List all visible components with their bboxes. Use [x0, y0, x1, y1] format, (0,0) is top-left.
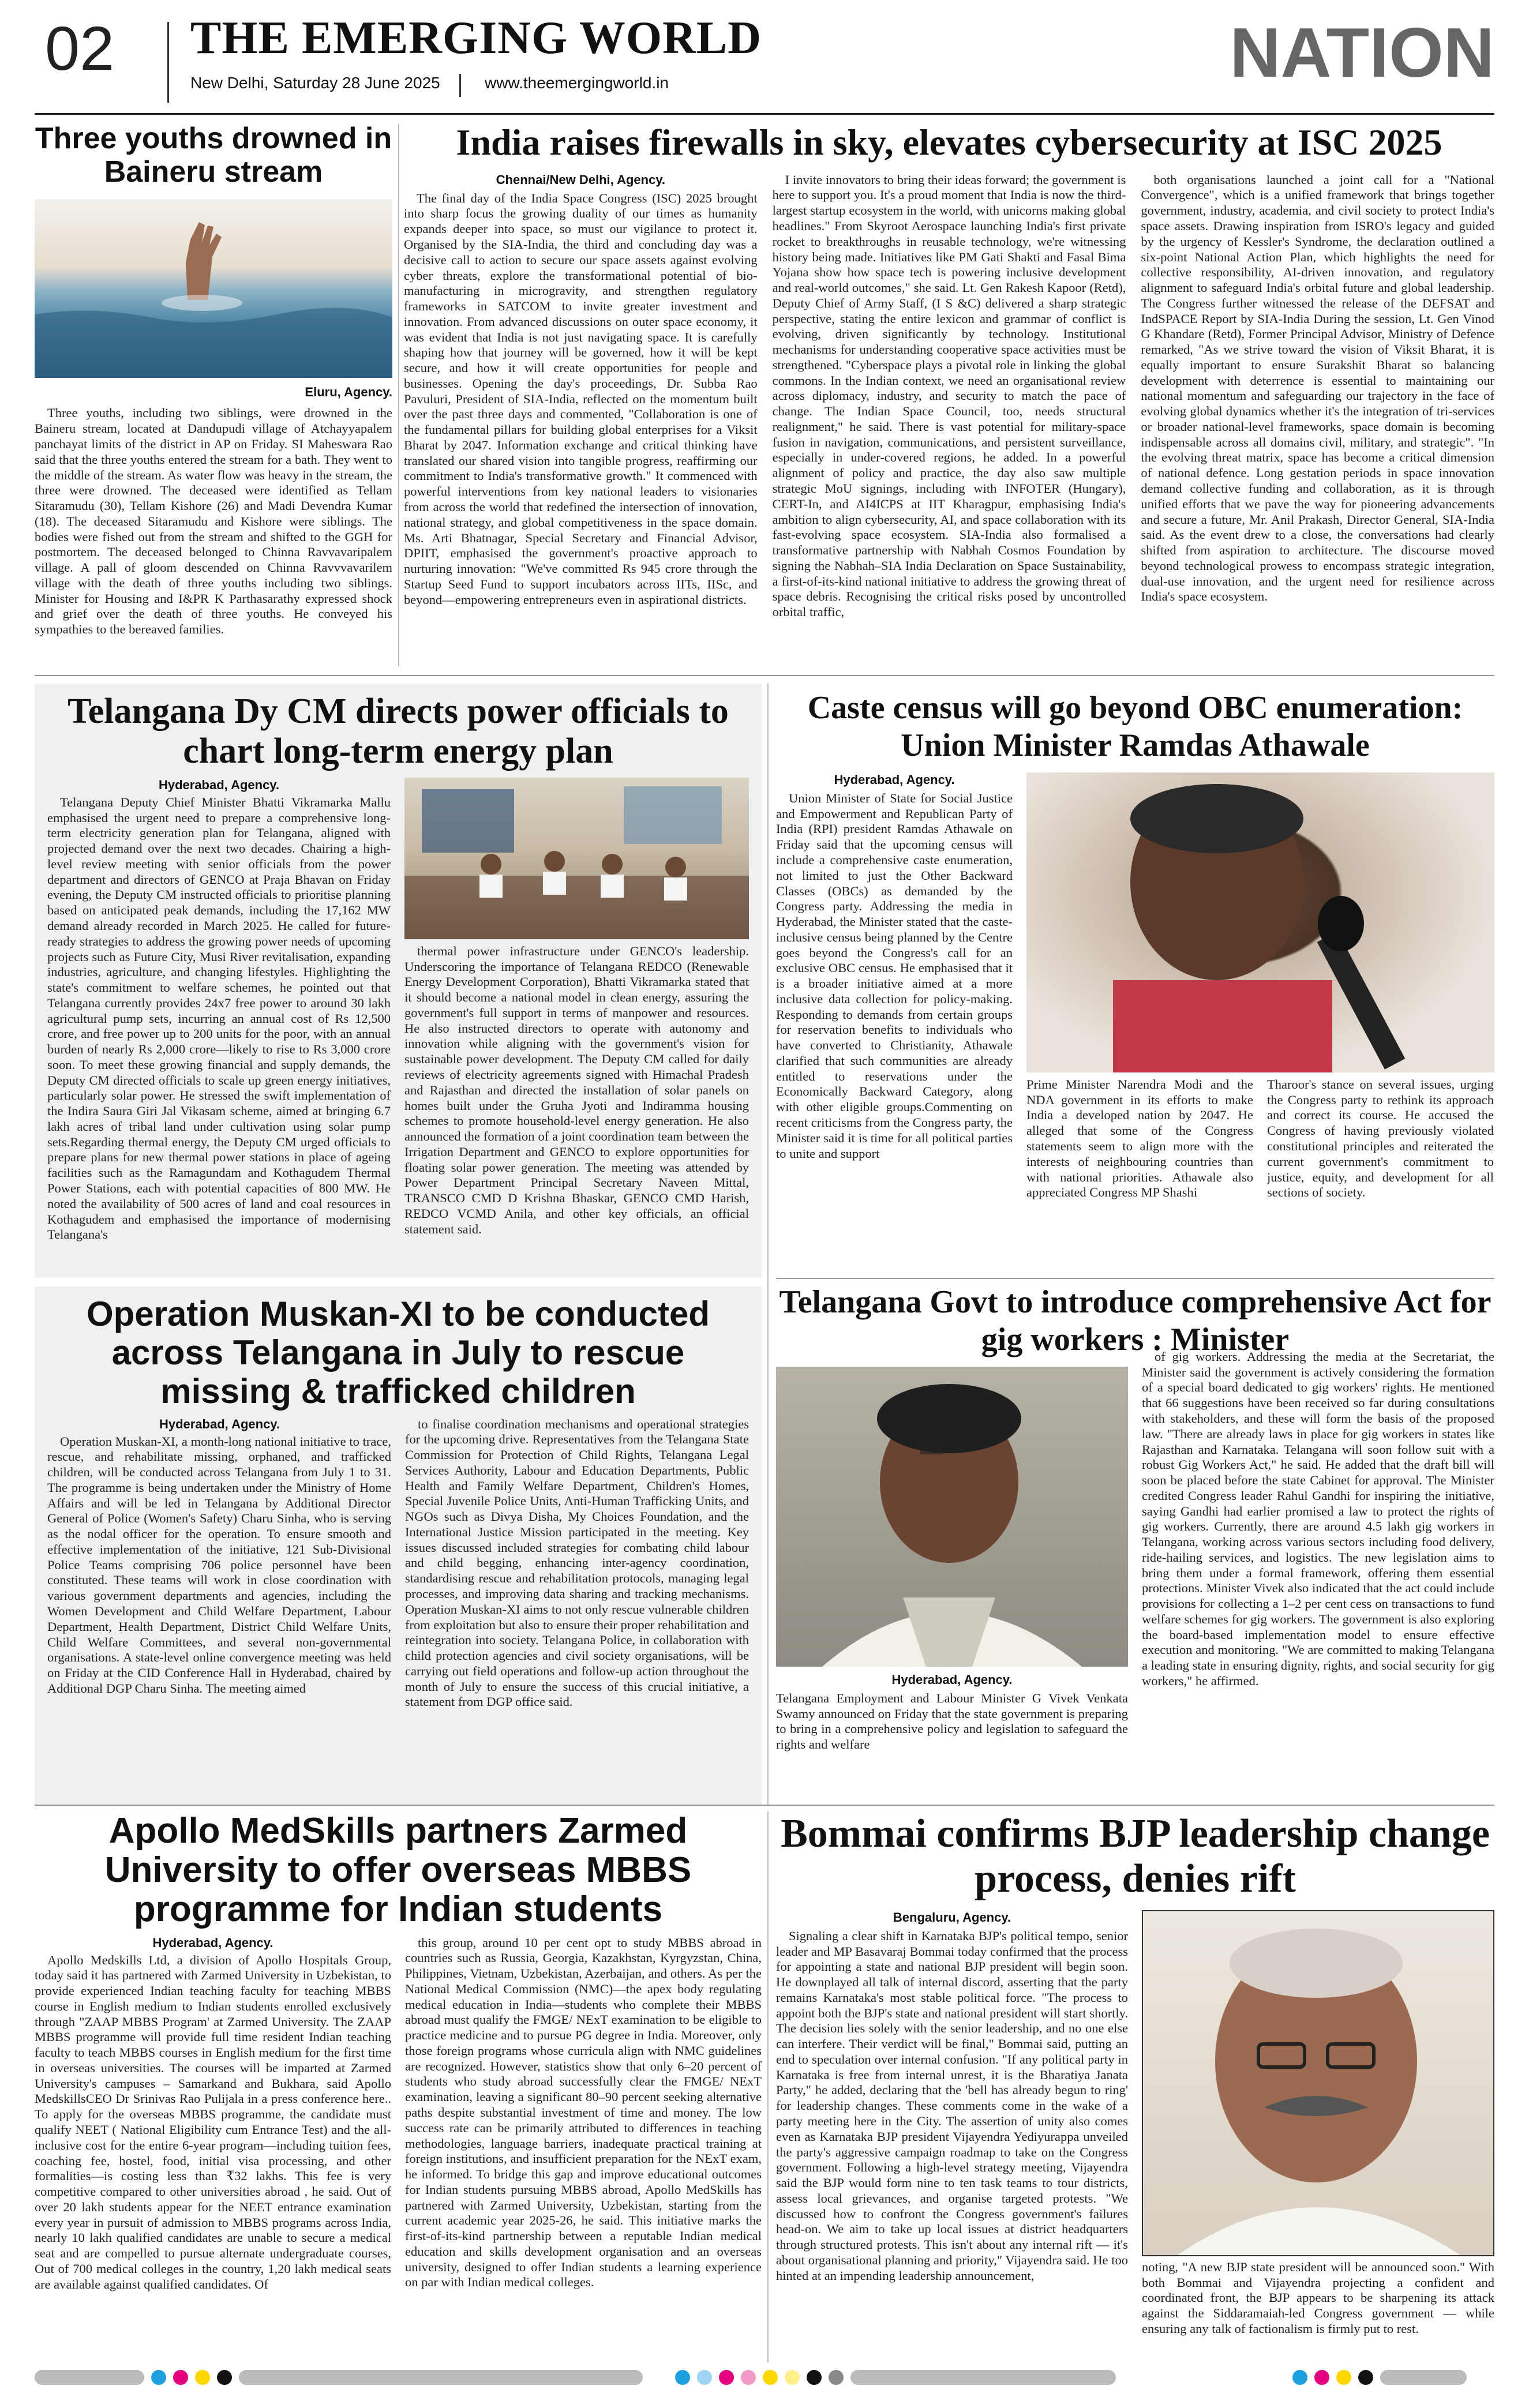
- article-body-col2: [1142, 2260, 1494, 2369]
- article-body: [35, 406, 392, 677]
- article-body-col2: [1142, 1349, 1494, 1771]
- yellow-dot: [195, 2370, 210, 2385]
- masthead-divider: [167, 22, 169, 103]
- article-body-col1: [47, 795, 391, 1274]
- vivek-photo: [776, 1367, 1128, 1667]
- dateline: Chennai/New Delhi, Agency.: [496, 172, 666, 187]
- dateline: Hyderabad, Agency.: [159, 1416, 280, 1431]
- article-apollo: [35, 1811, 762, 2365]
- newspaper-title: THE EMERGING WORLD: [190, 13, 762, 63]
- body-text: to finalise coordination mechanisms and operational strategies for the upcoming drive. Representatives from the Telangana State Commission for Protection of Child Rights, Telangana Legal Services Authority, Labour and Education Departments, Public Health and Family Welfare Department, Children's Homes, Special Juvenile Police Units, Anti-Human Trafficking Units, and NGOs such as Divya Disha, My Choices Foundation, and the International Justice Mission participated in the meeting. Key issues discussed included strategies for combating child labour and child begging, enhancing inter-agency coordination, standardising rescue and rehabilitation protocols, managing legal processes, and improving data sharing and tracking mechanisms. Operation Muskan-XI aims to not only rescue vulnerable children from exploitation but also to ensure their proper rehabilitation and reintegration into society. Telangana Police, in collaboration with child protection agencies and civil society organisations, will be carrying out field operations and follow-up action throughout the month of July to ensure the success of this crucial initiative, a statement from DGP office said.: [405, 1416, 749, 1709]
- headline[interactable]: Bommai confirms BJP leadership change process, denies rift: [781, 1811, 1490, 1901]
- article-body-col1: [404, 191, 758, 664]
- athawale-photo: [1026, 772, 1494, 1072]
- body-text: Union Minister of State for Social Justice and Empowerment and Republican Party of India (RPI) president Ramdas Athawale on Friday said that the upcoming census will include a comprehensive caste enumeration, not limited to just the Other Backward Classes (OBCs) as demanded by the Congress party. Addressing the media in Hyderabad, the Minister stated that the caste-inclusive census being planned by the Centre goes beyond the Congress's call for an exclusive OBC census. He emphasised that it is a broader initiative aimed at a more inclusive data collection for policy-making. Responding to demands from certain groups for reservation benefits to individuals who have converted to Christianity, Athawale clarified that such communities are already entitled to reservations under the Economically Backward Category, along with other eligible groups.Commenting on recent criticisms from the Congress party, the Minister said it is time for all political parties to unite and support: [776, 790, 1013, 1161]
- body-text: noting, "A new BJP state president will be announced soon." With both Bommai and Vijayendra projecting a confident and coordinated front, the BJP appears to be sharpening its attack against the Siddaramaiah-led Congress government — while ensuring any talk of factionalism is firmly put to rest.: [1142, 2259, 1494, 2336]
- masthead-rule: [35, 113, 1494, 115]
- article-body-col2: [404, 944, 749, 1281]
- website-link[interactable]: www.theemergingworld.in: [485, 74, 669, 92]
- body-text: I invite innovators to bring their ideas forward; the government is here to support you. It's a proud moment that India is now the third-largest startup ecosystem in the world, with unicorns making global headlines." From Skyroot Aerospace launching India's first private rocket to breakthroughs in reusable technology, we're witnessing history being made. Initiatives like PM Gati Shakti and Fasal Bima Yojana show how space tech is powering inclusive development and real-world outcomes," she said. Lt. Gen Rakesh Kapoor (Retd), Deputy Chief of Army Staff, (I S &C) delivered a sharp strategic perspective, stating the entire lexicon and grammar of conflict is evolving, driven significantly by technology. Institutional mechanisms for understanding cooperative space activities must be strengthened. "Cyberspace plays a pivotal role in linking the global commons. In the Indian context, we need an organisational review across diplomacy, industry, and security to match the pace of change. The Indian Space Council, too, needs structural realignment," he said. There is vast potential for military-space fusion in navigation, communications, and persistent surveillance, especially in under-covered regions, he added. In a powerful alignment of policy and practice, the day also saw multiple strategic MoU signings, including with INFOTER (Hungary), CERT-In, and AI4ICPS at IIT Kharagpur, emphasising India's ambition to align cybersecurity, AI, and space collaboration with its fast-evolving space ecosystem. SIA-India also formalised a transformative partnership with Nabhah Cosmos Foundation by signing the Nabhah–SIA India Declaration on Space Sustainability, a first-of-its-kind national initiative to address the growing threat of space debris. Recognising the critical risks posed by uncontrolled orbital traffic,: [772, 172, 1126, 620]
- magenta-dot: [173, 2370, 188, 2385]
- article-caste-census: [776, 689, 1494, 1269]
- headline[interactable]: Apollo MedSkills partners Zarmed University to offer overseas MBBS programme for Indian students: [104, 1811, 692, 1930]
- headline[interactable]: Telangana Dy CM directs power officials to chart long-term energy plan: [68, 692, 729, 771]
- article-isc: [404, 118, 1494, 666]
- section-rule: [776, 1278, 1494, 1279]
- dateline: Hyderabad, Agency.: [152, 1935, 273, 1950]
- body-text: Telangana Deputy Chief Minister Bhatti Vikramarka Mallu emphasised the urgent need to prepare a comprehensive long-term electricity generation plan for Telangana, aligned with projected demand over the next two decades. Chairing a high-level review meeting with senior officials from the power department and directors of GENCO at Praja Bhavan on Friday evening, the Deputy CM instructed officials to prioritise planning based on anticipated peak demands, including the 17,162 MW demand already recorded in March 2025. He called for future-ready strategies to address the growing power needs of upcoming projects such as Future City, Musi River revitalisation, expanding industries, agriculture, and changing lifestyles. Highlighting the state's commitment to welfare schemes, he pointed out that Telangana currently provides 24x7 free power to around 30 lakh agricultural pump sets, incurring an annual cost of Rs 12,500 crore, and free power up to 200 units for the poor, with an annual burden of nearly Rs 2,000 crore—likely to rise to Rs 3,000 crore soon. To meet these growing financial and supply demands, the Deputy CM directed officials to scale up green energy initiatives, particularly solar power. He stressed the swift implementation of the Indira Saura Giri Jal Vikasam scheme, aimed at bringing 6.7 lakh acres of tribal land under cultivation using solar pump sets.Regarding thermal energy, the Deputy CM urged officials to prepare plans for new thermal power stations in place of ageing facilities such as the Ramagundam and Kothagudem Thermal Power Stations, each with potential capacities of 800 MW. He noted the availability of 500 acres of land and coal resources in Kothagudem and emphasised the importance of modernising Telangana's: [47, 794, 391, 1242]
- article-body-col1: [776, 1929, 1128, 2384]
- body-text: Signaling a clear shift in Karnataka BJP's political tempo, senior leader and MP Basavaraj Bommai today confirmed that the process for appointing a state and national BJP president will begin soon. He downplayed all talk of internal discord, asserting that the party remains Karnataka's most stable political force. "The process to appoint both the BJP's state and national president will start shortly. The decision lies solely with the senior leadership, and no one else can interfere. Their verdict will be final," Bommai said, putting an end to speculation over internal confusion. "If any political party in Karnataka is free from internal unrest, it is the Bharatiya Janata Party," he added, declaring that the 'bell has already begun to ring' for leadership changes. These comments come in the wake of a party meeting here in the City. The assertion of unity also comes even as Karnataka BJP president Vijayendra Yediyurappa unveiled the party's aggressive campaign roadmap to take on the Congress government. Following a high-level strategy meeting, Vijayendra said the BJP would form nine to ten task teams to tour districts, assess local grievances, and organise targeted protests. "We discussed how to confront the Congress government's failures head-on. We aim to take up local issues at district headquarters through structured protests. This isn't about any internal rift — it's about organisational planning and priority," Vijayendra said. He too hinted at an impending leadership announcement,: [776, 1928, 1128, 2283]
- section-rule: [35, 1805, 1494, 1806]
- headline[interactable]: Telangana Govt to introduce comprehensive Act for gig workers : Minister: [779, 1284, 1491, 1357]
- headline[interactable]: Three youths drowned in Baineru stream: [35, 122, 392, 189]
- dateline: Hyderabad, Agency.: [158, 777, 280, 792]
- body-text: Three youths, including two siblings, were drowned in the Baineru stream, located at Dandupudi village of Atchayyapalem panchayat limits of the district in AP on Friday. SI Maheswara Rao said that the three youths entered the stream for a bath. They went to the middle of the stream. As water flow was heavy in the stream, the three were drowned. The deceased were identified as Tellam Sitaramudu (30), Tellam Kishore (26) and Madi Devendra Kumar (18). The deceased Sitaramudu and Kishore were siblings. The bodies were fished out from the stream and shifted to the GGH for postmortem. The deceased belonged to Chinna Ravvavaripalem village. A pall of gloom descended on Chinna Ravvvavarilem village with the death of three youths including two siblings. Minister for Housing and I&PR K Parthasarathy expressed shock and grief over the death of three youths. He conveyed his sympathies to the bereaved families.: [35, 406, 392, 637]
- headline[interactable]: Caste census will go beyond OBC enumeration: Union Minister Ramdas Athawale: [807, 690, 1463, 763]
- headline[interactable]: India raises firewalls in sky, elevates cybersecurity at ISC 2025: [456, 122, 1442, 163]
- article-baineru: [35, 118, 392, 666]
- article-muskan: [35, 1286, 762, 1806]
- meeting-photo: [404, 778, 749, 939]
- section-label: NATION: [1230, 13, 1494, 92]
- column-divider: [767, 684, 769, 1806]
- body-text: both organisations launched a joint call for a "National Convergence", which is a unified framework that brings together government, industry, academia, and civil society to protect India's space assets. Drawing inspiration from ISRO's legacy and guided by the urgency of Kessler's Syndrome, the declaration outlined a six-point National Action Plan, which highlights the need for collective responsibility, AI-driven innovation, and regulatory alignment to safeguard India's orbital future and global leadership. The Congress further witnessed the release of the DEFSAT and IndSPACE Report by SIA-India During the session, Lt. Gen Vinod G Khandare (Retd), Former Principal Advisor, Ministry of Defence remarked, "As we strive toward the vision of Viksit Bharat, it is equally important to ensure Surakshit Bharat so balancing development with deterrence is essential to maintaining our national momentum and safeguarding our trajectory in the face of evolving global dynamics whether it's the integration of tri-services or broader national-level frameworks, space domain is becoming indispensable across all domains civil, military, and strategic". "In the evolving threat matrix, space has become a critical dimension of national defence. Long gestation periods in space innovation demand collective funding and collaboration, as it is through unified efforts that we pave the way for pioneering advancements and secure a future, Mr. Anil Prakash, Director General, SIA-India said. As the event drew to a close, the conversations had clearly shifted from aspiration to architecture. The discourse moved beyond technological prowess to encompass strategic integration, dual-use innovation, and the urgent need for resilience across India's space ecosystem.: [1141, 172, 1495, 604]
- article-body-col2: [405, 1936, 762, 2311]
- footer-bar-right: [1292, 2369, 1467, 2386]
- drowning-photo: [35, 199, 392, 378]
- column-divider: [767, 1811, 769, 2362]
- body-text: Apollo Medskills Ltd, a division of Apollo Hospitals Group, today said it has partnered with Zarmed University in Uzbekistan, to provide experienced Indian teaching faculty for teaching MBBS course in English medium to Indian students enrolled exclusively through "ZAAP MBBS Program' at Zarmed University. The ZAAP MBBS programme will provide full time resident Indian teaching faculty to teach MBBS courses in English medium for the first time in overseas universities. The courses will be imparted at Zarmed University's campuses – Samarkand and Bukhara, said Apollo MedskillsCEO Dr Srinivas Rao Pulijala in a press conference here.. To apply for the overseas MBBS programme, the candidate must qualify NEET ( National Eligibility cum Entrance Test) and the all-inclusive cost for the entire 6-year program—including tuition fees, coaching fee, hostel, food, initial visa processing, and other formalities—is costing less than ₹32 lakhs. This fee is very competitive compared to other universities abroad , he said. Out of over 20 lakh students appear for the NEET entrance examination every year in pursuit of admission to MBBS programs across India, nearly 10 lakh qualified candidates are unable to secure a medical seat and are compelled to pursue alternate undergraduate courses, Out of 700 medical colleges in the country, 1,20 lakh medical seats are available against qualified candidates. Of: [35, 1952, 391, 2291]
- article-body-col3: [1141, 172, 1494, 669]
- masthead-separator: [459, 74, 461, 97]
- article-body-col1: [47, 1434, 391, 1757]
- section-rule: [35, 675, 1494, 676]
- footer-bar-center: [675, 2369, 1116, 2386]
- black-dot: [217, 2370, 232, 2385]
- headline[interactable]: Operation Muskan-XI to be conducted across Telangana in July to rescue missing & trafficked children: [86, 1295, 710, 1411]
- article-body-col2: [773, 172, 1126, 669]
- article-body-col1: [776, 791, 1013, 1267]
- article-body-col1: [35, 1953, 391, 2311]
- bommai-photo: [1142, 1910, 1494, 2256]
- article-body-col2: [405, 1417, 749, 1740]
- dateline: Eluru, Agency.: [305, 385, 392, 400]
- body-text: Tharoor's stance on several issues, urging the Congress party to rethink its approach and correct its course. He accused the Congress of having previously violated constitutional principles and reiterated the current government's commitment to justice, equity, and development for all sections of society.: [1267, 1077, 1494, 1200]
- issue-date: New Delhi, Saturday 28 June 2025: [190, 74, 440, 92]
- column-divider: [398, 124, 399, 666]
- body-text: Operation Muskan-XI, a month-long national initiative to trace, rescue, and rehabilitate missing, orphaned, and trafficked children, will be conducted across Telangana from July 1 to 31. The programme is being undertaken under the Ministry of Home Affairs and will be led in Telangana by Additional Director General of Police (Women's Safety) Charu Sinha, who is serving as the nodal officer for the operation. To ensure smooth and effective implementation of the initiative, 121 Sub-Divisional Police Teams comprising 706 police personnel have been constituted. These teams will work in close coordination with various government departments and agencies, including the Women Development and Child Welfare Department, Labour Department, Health Department, District Child Welfare Units, Child Welfare Committees, and several non-governmental organisations. A state-level online convergence meeting was held on Friday at the CID Conference Hall in Hyderabad, chaired by Additional DGP Charu Sinha. The meeting aimed: [47, 1434, 391, 1696]
- article-body-col3: [1267, 1077, 1494, 1250]
- article-body-col1: [776, 1691, 1128, 1789]
- dateline: Hyderabad, Agency.: [834, 772, 955, 787]
- body-text: thermal power infrastructure under GENCO's leadership. Underscoring the importance of Telangana REDCO (Renewable Energy Development Corporation), Bhatti Vikramarka stated that it should become a national model in clean energy, assuring the government's full support in terms of manpower and resources. He also instructed directors to operate with autonomy and innovation while aligning with the government's vision for sustainable power development. The Deputy CM called for daily reviews of electricity agreements signed with Himachal Pradesh and Rajasthan and directed the installation of solar panels on homes built under the Gruha Jyoti and Indiramma housing schemes to promote household-level energy generation. He also announced the formation of a joint coordination team between the Irrigation Department and GENCO to explore opportunities for floating solar power generation. The meeting was attended by Power Department Principal Secretary Naveen Mittal, TRANSCO CMD D Krishna Bhaskar, GENCO CMD Harish, REDCO VCMD Anila, and other key officials, an official statement said.: [404, 943, 749, 1236]
- dateline: Bengaluru, Agency.: [893, 1910, 1011, 1925]
- body-text: The final day of the India Space Congress (ISC) 2025 brought into sharp focus the growing duality of our times as humanity expands deeper into space, so must our vigilance to protect it. Organised by the SIA-India, the third and concluding day was a decisive call to action to secure our space assets against evolving cyber threats, explore the transformational potential of bio-manufacturing in microgravity, and strengthen regulatory frameworks in SATCOM to invite greater investment and innovation. From advanced discussions on outer space economy, it was evident that India is not just navigating space. It is carefully shaping how that journey will be governed, how it will be kept secure, and how it will create opportunities for people and businesses. Opening the day's proceedings, Dr. Subba Rao Pavuluri, President of SIA-India, reflected on the momentum built over the past three days and commented, "Collaboration is one of the fundamental pillars for building global enterprises for a Viksit Bharat by 2047. Information exchange and critical thinking have translated our shared vision into tangible progress, reaffirming our commitment to India's transformative growth." It commenced with powerful interventions from key national leaders to visionaries from across the world that redefined the intersection of innovation, national strategy, and global competitiveness in the space domain. Ms. Arti Bhatnagar, Special Secretary and Financial Advisor, DPIIT, emphasised the government's proactive approach to nurturing innovation: "We've committed Rs 945 crore through the Startup Seed Fund to support incubators across IITs, IISc, and beyond—empowering entrepreneurs even in aspirational districts.: [404, 190, 758, 607]
- body-text: this group, around 10 per cent opt to study MBBS abroad in countries such as Russia, Georgia, Kazakhstan, Kyrgyzstan, China, Philippines, Vietnam, Uzbekistan, Azerbaijan, and others. As per the National Medical Commission (NMC)—the apex body regulating medical education in India—students who complete their MBBS abroad must qualify the FMGE/ NExT examination to be eligible to practice medicine and to pursue PG degree in India. Moreover, only those foreign programs whose curricula align with NMC guidelines are recognized. However, statistics show that only 6–20 percent of students who study abroad successfully clear the FMGE/ NExT examination, leaving a significant 80–90 percent seeking alternative paths despite substantial investment of time and money. The low success rate can be primarily attributed to differences in teaching methodologies, language barriers, inadequate practical training at foreign institutions, and insufficient preparation for the NExT exam, he informed. To bridge this gap and improve educational outcomes for Indian students pursuing MBBS abroad, Apollo MedSkills has partnered with Zarmed University, Uzbekistan, starting from the current academic year 2025-26, he said. This initiative marks the first-of-its-kind partnership between a reputable Indian medical education and skills development organisation and an overseas university, designed to offer Indian students a learning experience on par with Indian medical colleges.: [405, 1935, 762, 2290]
- body-text: Prime Minister Narendra Modi and the NDA government in its efforts to make India a developed nation by 2047. He alleged that some of the Congress statements seem to align more with the interests of neighbouring countries than with national priorities. Athawale also appreciated Congress MP Shashi: [1026, 1077, 1253, 1200]
- article-dy-cm: [35, 684, 762, 1278]
- article-gig-workers: [776, 1284, 1494, 1797]
- cyan-dot: [151, 2370, 166, 2385]
- dateline: Hyderabad, Agency.: [891, 1672, 1013, 1687]
- article-body-col2: [1026, 1077, 1253, 1250]
- body-text: of gig workers. Addressing the media at the Secretariat, the Minister said the government is actively considering the formation of a special board dedicated to gig workers' rights. He mentioned that 66 suggestions have been received so far during consultations with stakeholders, and these will form the basis of the proposed law. "There are already laws in place for gig workers in states like Rajasthan and Karnataka. Telangana will soon follow suit with a robust Gig Workers Act," he said. He added that the draft bill will soon be placed before the state Cabinet for approval. The Minister credited Congress leader Rahul Gandhi for inspiring the initiative, saying Gandhi had earlier promised a law to protect the rights of gig workers. Currently, there are around 4.5 lakh gig workers in Telangana, working across various sectors including food delivery, ride-hailing services, and logistics. The new legislation aims to bring them under a formal framework, offering them essential protections. Minister Vivek also indicated that the act could include provisions for collecting a 1–2 per cent cess on transactions to fund welfare schemes for gig workers. The government is also exploring the board-based implementation model to ensure effective execution and monitoring. "We are committed to making Telangana a leading state in ensuring dignity, rights, and social security for gig workers," he affirmed.: [1142, 1349, 1494, 1688]
- footer-bar-left: [35, 2369, 643, 2386]
- body-text: Telangana Employment and Labour Minister G Vivek Venkata Swamy announced on Friday that the state government is preparing to bring in a comprehensive policy and legislation to safeguard the rights and welfare: [776, 1690, 1128, 1752]
- article-bommai: [776, 1811, 1494, 2365]
- page-number: 02: [45, 13, 115, 83]
